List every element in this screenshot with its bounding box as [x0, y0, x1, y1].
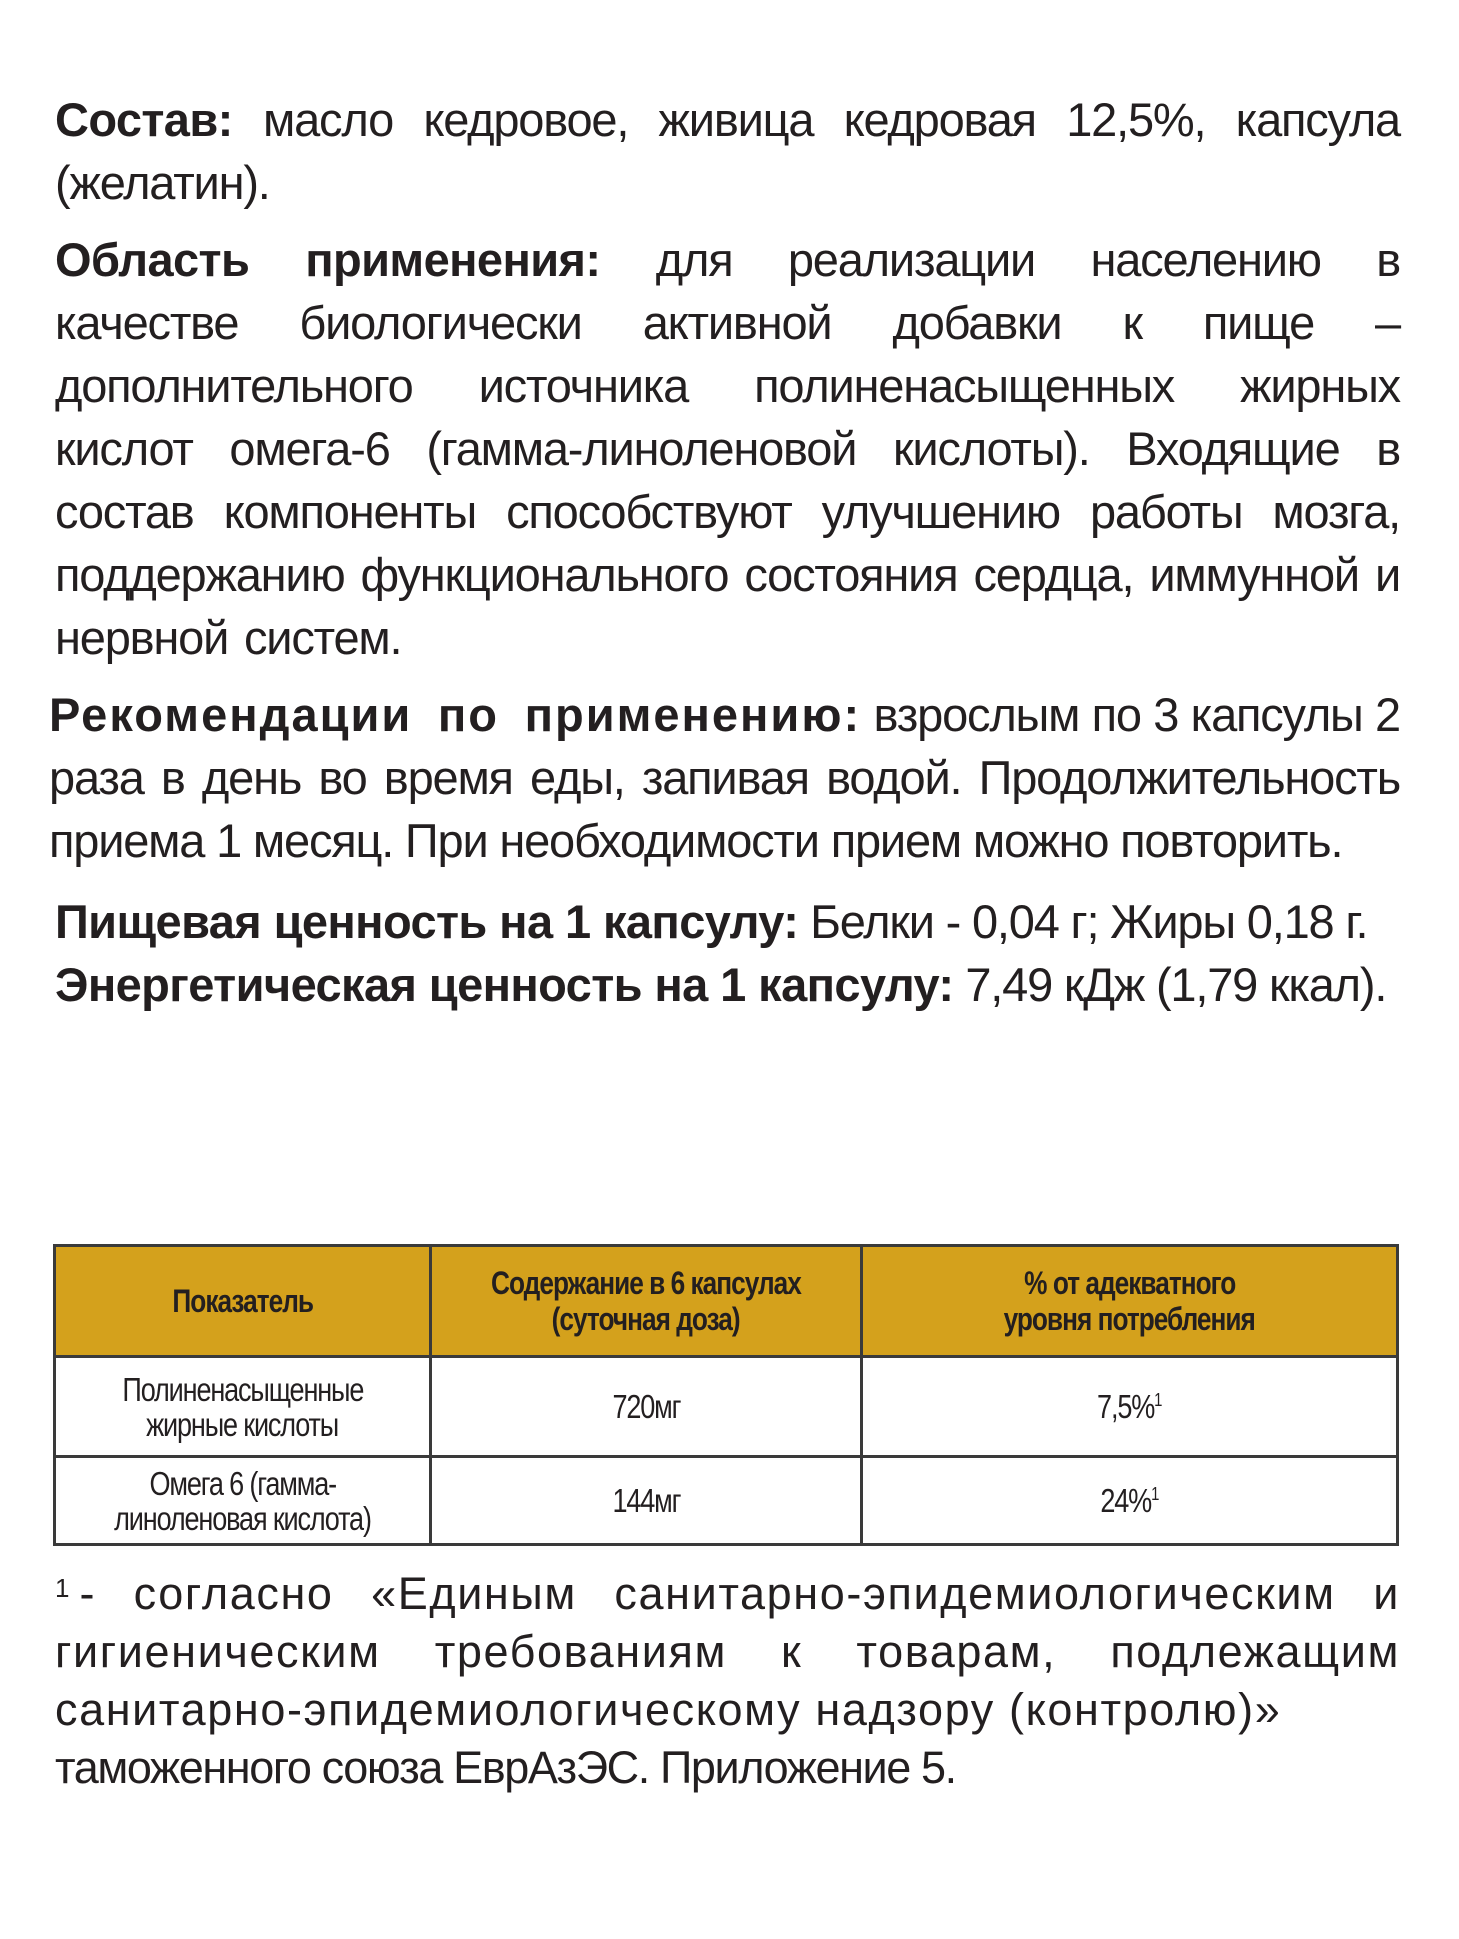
footnote-last-line: таможенного союза ЕврАзЭС. Приложение 5.	[55, 1742, 956, 1793]
cell-indicator	[55, 1357, 431, 1457]
nutrition-table-container	[53, 1244, 1399, 1546]
header-indicator	[55, 1246, 431, 1357]
footnote-ref: 1	[1151, 1484, 1159, 1504]
header-indicator-label: Показатель	[172, 1283, 313, 1319]
table-row	[55, 1457, 1398, 1545]
energy-value-paragraph	[55, 953, 1400, 1016]
application-area-label: Область применения:	[55, 233, 601, 286]
percent-value: 24%	[1100, 1482, 1152, 1519]
cell-percent	[862, 1457, 1398, 1545]
composition-paragraph	[55, 88, 1400, 214]
energy-value-label: Энергетическая ценность на 1 капсулу:	[55, 958, 954, 1011]
indicator-line1: Полиненасыщенные	[122, 1370, 363, 1408]
cell-content	[431, 1357, 862, 1457]
header-percent-line2: уровня потребления	[1003, 1301, 1256, 1337]
footnote-mark: 1	[55, 1573, 70, 1603]
percent-value: 7,5%	[1097, 1388, 1155, 1425]
header-percent	[862, 1246, 1398, 1357]
content-value: 144мг	[612, 1482, 680, 1519]
nutritional-value-label: Пищевая ценность на 1 капсулу:	[55, 895, 799, 948]
percent-value-wrap	[1101, 1483, 1159, 1518]
table-header-row	[55, 1246, 1398, 1357]
application-area-text: для реализации населению в качестве биологически активной добавки к пище – дополнительного источника полиненасыщенных жирных кислот омега-6 (гамма-линоленовой кислоты). Входящие в состав компоненты способствуют улучшению работы мозга, поддержанию функционального состояния сердца, иммунной и нервной систем.	[55, 233, 1400, 664]
header-percent-line1: % от адекватного	[1023, 1265, 1236, 1301]
usage-recommendations-label: Рекомендации по применению:	[49, 688, 862, 741]
nutrition-table	[53, 1244, 1399, 1546]
percent-value-wrap	[1097, 1389, 1161, 1424]
nutritional-value-paragraph	[55, 890, 1400, 953]
composition-label: Состав:	[55, 93, 233, 146]
indicator-line2: линоленовая кислота)	[114, 1499, 371, 1537]
header-content-line2: (суточная доза)	[551, 1301, 741, 1337]
indicator-line2: жирные кислоты	[146, 1405, 339, 1443]
footnote	[55, 1565, 1400, 1797]
footnote-text: - согласно «Единым санитарно-эпидемиологическим и гигиеническим требованиям к товарам, подлежащим санитарно-эпидемиологическому надзору (контролю)»	[55, 1568, 1400, 1735]
energy-value-text: 7,49 кДж (1,79 ккал).	[953, 958, 1387, 1011]
composition-text: масло кедровое, живица кедровая 12,5%, капсула (желатин).	[55, 93, 1400, 209]
usage-recommendations-text: взрослым по 3 капсулы 2 раза в день во время еды, запивая водой. Продолжительность приема 1 месяц. При необходимости прием можно повторить.	[49, 688, 1400, 867]
cell-percent	[862, 1357, 1398, 1457]
nutritional-value-text: Белки - 0,04 г; Жиры 0,18 г.	[798, 895, 1368, 948]
application-area-paragraph	[55, 228, 1400, 669]
usage-recommendations-paragraph	[49, 683, 1400, 872]
indicator-line1: Омега 6 (гамма-	[149, 1464, 336, 1502]
footnote-ref: 1	[1154, 1390, 1162, 1410]
label-text-body	[49, 88, 1400, 1016]
cell-indicator	[55, 1457, 431, 1545]
header-content-line1: Содержание в 6 капсулах	[491, 1265, 801, 1301]
cell-content	[431, 1457, 862, 1545]
table-row	[55, 1357, 1398, 1457]
content-value: 720мг	[612, 1388, 680, 1425]
header-content	[431, 1246, 862, 1357]
